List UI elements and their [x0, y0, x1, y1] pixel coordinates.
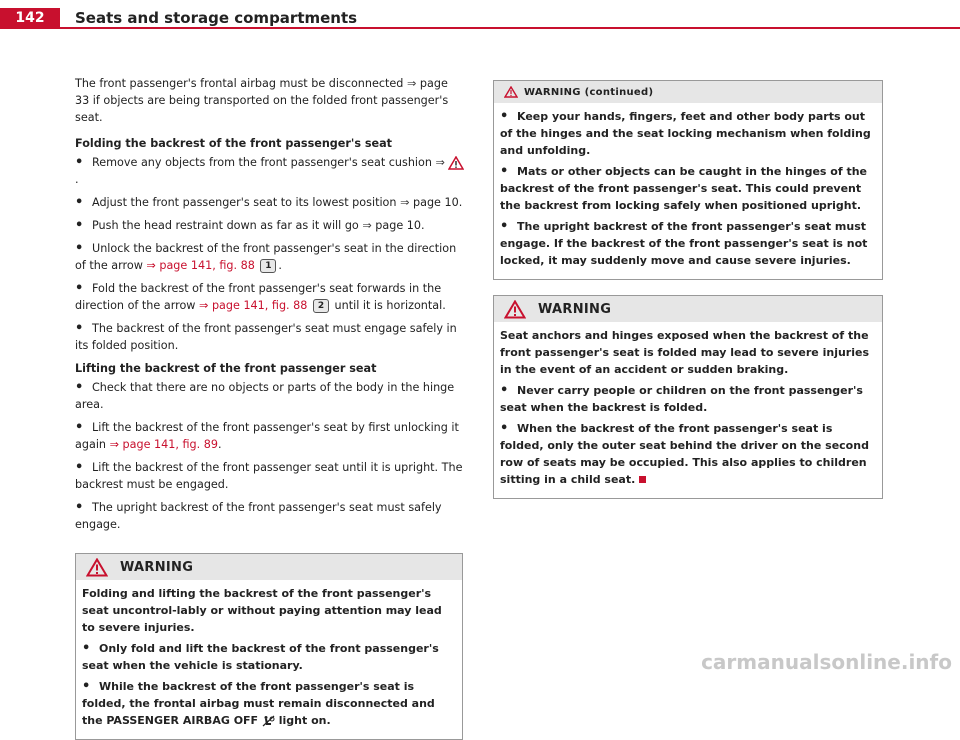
list-item: • Lift the backrest of the front passenger seat until it is upright. The backrest must be engaged.	[75, 460, 463, 491]
reference-arrow-icon: ⇒	[362, 219, 372, 232]
warning-paragraph: Seat anchors and hinges exposed when the backrest of the front passenger's seat is folded may lead to severe injuries in the event of an accident or sudden braking.	[500, 329, 869, 376]
page-link[interactable]: ⇒ page 141, fig. 89	[109, 438, 218, 451]
page-title: Seats and storage compartments	[75, 9, 358, 27]
bullet-icon: •	[75, 241, 84, 256]
watermark: carmanualsonline.info	[701, 650, 952, 674]
bullet-icon: •	[500, 421, 509, 436]
bullet-icon: •	[75, 420, 84, 435]
bullet-icon: •	[500, 383, 509, 398]
reference-arrow-icon: ⇒	[400, 196, 410, 209]
list-item: • The backrest of the front passenger's seat must engage safely in its folded position.	[75, 321, 457, 352]
bullet-icon: •	[75, 218, 84, 233]
page-link[interactable]: ⇒ page 141, fig. 88	[199, 299, 308, 312]
warning-triangle-icon	[86, 558, 108, 577]
warning-triangle-icon	[448, 156, 464, 170]
bullet-icon: •	[75, 321, 84, 336]
bullet-icon: •	[82, 641, 91, 656]
callout-badge: 2	[313, 299, 329, 313]
page-number: 142	[0, 8, 60, 28]
warning-title: WARNING	[120, 559, 194, 575]
list-item: • Lift the backrest of the front passenger's seat by first unlocking it again ⇒ page 141, fig. 89.	[75, 420, 459, 451]
bullet-icon: •	[75, 500, 84, 515]
lift-heading: Lifting the backrest of the front passenger seat	[75, 362, 377, 375]
warning-bullet: • Mats or other objects can be caught in the hinges of the backrest of the front passenger's seat. This could prevent the backrest from locking safely when positioned upright.	[500, 164, 868, 212]
warning-paragraph: Folding and lifting the backrest of the front passenger's seat uncontrol-lably or without paying attention may lead to severe injuries.	[82, 587, 442, 634]
end-of-section-icon	[639, 476, 646, 483]
warning-title: WARNING	[538, 301, 612, 317]
list-item: • Push the head restraint down as far as it will go ⇒ page 10.	[75, 218, 425, 233]
warning-bullet: • Only fold and lift the backrest of the front passenger's seat when the vehicle is stationary.	[82, 641, 439, 672]
list-item: • Fold the backrest of the front passenger's seat forwards in the direction of the arrow ⇒ page 141, fig. 88 2 until it is horizontal.	[75, 281, 446, 312]
bullet-icon: •	[75, 281, 84, 296]
list-item: • Adjust the front passenger's seat to its lowest position ⇒ page 10.	[75, 195, 463, 210]
bullet-icon: •	[75, 195, 84, 210]
page-header	[0, 0, 960, 28]
bullet-icon: •	[82, 679, 91, 694]
airbag-off-icon	[262, 715, 275, 727]
header-divider	[0, 27, 960, 29]
warning-bullet: • Never carry people or children on the front passenger's seat when the backrest is folded.	[500, 383, 863, 414]
callout-badge: 1	[260, 259, 276, 273]
bullet-icon: •	[500, 219, 509, 234]
bullet-icon: •	[500, 164, 509, 179]
reference-arrow-icon: ⇒	[435, 156, 445, 169]
warning-bullet: • When the backrest of the front passenger's seat is folded, only the outer seat behind the driver on the second row of seats may be occupied. This also applies to children sitting in a child seat.	[500, 421, 869, 486]
bullet-icon: •	[75, 380, 84, 395]
bullet-icon: •	[75, 460, 84, 475]
warning-header	[494, 81, 882, 103]
list-item: • Check that there are no objects or parts of the body in the hinge area.	[75, 380, 455, 411]
warning-bullet: • While the backrest of the front passenger's seat is folded, the frontal airbag must remain disconnected and the PASSENGER AIRBAG OFF light on.	[82, 679, 435, 727]
intro-paragraph: The front passenger's frontal airbag must be disconnected ⇒ page 33 if objects are being transported on the folded front passenger's seat.	[75, 77, 449, 124]
warning-box	[75, 553, 463, 740]
left-column	[75, 75, 465, 740]
warning-bullet: • The upright backrest of the front passenger's seat must engage. If the backrest of the front passenger's seat is not locked, it may suddenly move and cause severe injuries.	[500, 219, 868, 267]
list-item: • Remove any objects from the front passenger's seat cushion ⇒ .	[75, 154, 465, 188]
fold-heading: Folding the backrest of the front passenger's seat	[75, 137, 393, 150]
list-item: • Unlock the backrest of the front passenger's seat in the direction of the arrow ⇒ page 141, fig. 88 1 .	[75, 241, 457, 272]
warning-body	[494, 322, 882, 498]
warning-bullet: • Keep your hands, fingers, feet and other body parts out of the hinges and the seat locking mechanism when folding and unfolding.	[500, 109, 871, 157]
warning-header	[76, 554, 462, 580]
warning-triangle-icon	[504, 300, 526, 319]
list-item: • The upright backrest of the front passenger's seat must safely engage.	[75, 500, 442, 531]
reference-arrow-icon: ⇒	[406, 77, 417, 90]
warning-body	[76, 580, 462, 739]
bullet-icon: •	[500, 109, 509, 124]
page-link[interactable]: ⇒ page 141, fig. 88	[146, 259, 255, 272]
bullet-icon: •	[75, 155, 84, 170]
right-column	[493, 80, 883, 499]
warning-triangle-icon	[504, 86, 518, 98]
warning-body	[494, 103, 882, 279]
warning-header	[494, 296, 882, 322]
warning-title: WARNING (continued)	[524, 86, 654, 98]
warning-continued-box	[493, 80, 883, 280]
warning-box	[493, 295, 883, 499]
